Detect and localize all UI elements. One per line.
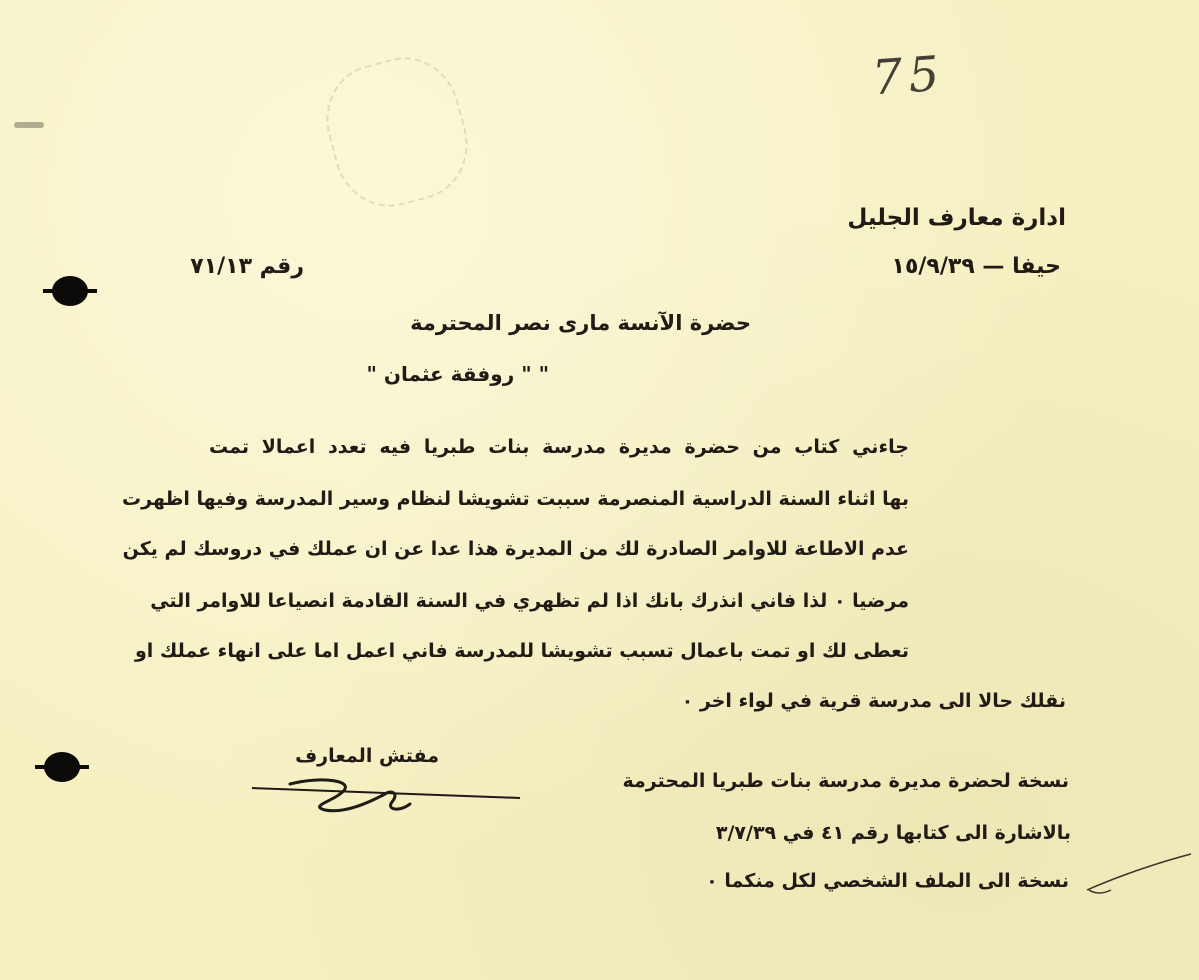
body-line: جاءني كتاب من حضرة مديرة مدرسة بنات طبريا فيه تعدد اعمالا تمت	[209, 436, 909, 458]
body-line: مرضيا ٠ لذا فاني انذرك بانك اذا لم تظهري في السنة القادمة انصياعا للاوامر التي	[150, 590, 909, 612]
copy-personal-file: نسخة الى الملف الشخصي لكل منكما ٠	[706, 870, 1069, 892]
margin-pen-stroke	[1085, 852, 1195, 898]
copy-reference: بالاشارة الى كتابها رقم ٤١ في ٣/٧/٣٩	[715, 822, 1071, 844]
body-line: تعطى لك او تمت باعمال تسبب تشويشا للمدرسة فاني اعمل اما على انهاء عملك او	[134, 640, 909, 662]
handwritten-signature	[250, 772, 530, 822]
signature-title: مفتش المعارف	[295, 745, 439, 767]
margin-mark	[14, 122, 44, 128]
binder-hole-top	[52, 276, 88, 306]
reference-number: رقم ٧١/١٣	[190, 254, 304, 279]
body-line: عدم الاطاعة للاوامر الصادرة لك من المديرة هذا عدا عن ان عملك في دروسك لم يكن	[122, 538, 909, 560]
place-date: حيفا — ١٥/٩/٣٩	[891, 254, 1061, 279]
body-line: بها اثناء السنة الدراسية المنصرمة سببت تشويشا لنظام وسير المدرسة وفيها اظهرت	[122, 488, 909, 510]
paper-stain	[314, 45, 481, 219]
copy-recipient-school: نسخة لحضرة مديرة مدرسة بنات طبريا المحترمة	[622, 770, 1069, 792]
salutation-recipient-1: حضرة الآنسة مارى نصر المحترمة	[410, 311, 751, 335]
department-heading: ادارة معارف الجليل	[847, 205, 1066, 231]
page-number: 75	[870, 45, 947, 107]
binder-hole-bottom	[44, 752, 80, 782]
body-line: نقلك حالا الى مدرسة قرية في لواء اخر ٠	[681, 690, 1066, 712]
salutation-recipient-2: " " روفقة عثمان "	[366, 362, 549, 386]
